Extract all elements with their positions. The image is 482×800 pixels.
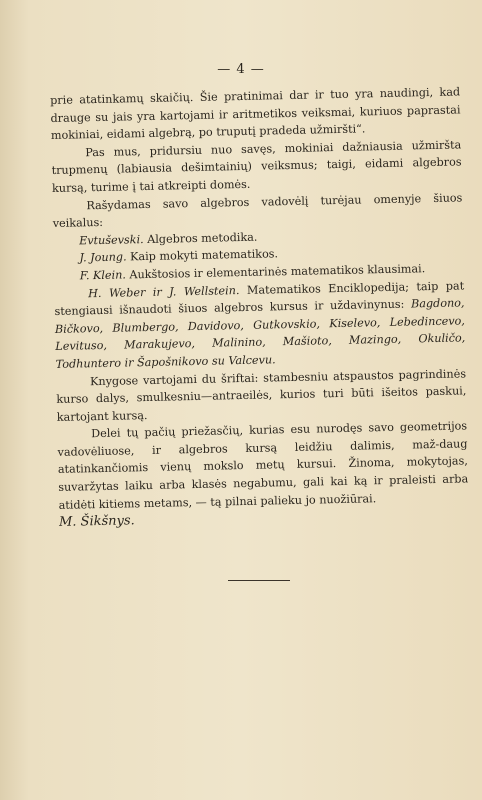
paragraph: Pas mus, pridursiu nuo savęs, mokiniai dažniausia užmiršta trupmenų (labiausia dešimtainių) veiksmus; taigi, eidami algebros kursą, turime į tai atkreipti domės. — [51, 138, 462, 195]
bibliography-title: Aukštosios ir elementarinės matematikos klausimai. — [129, 262, 426, 282]
paragraph: Rašydamas savo algebros vadovėlį turėjau omenyje šiuos veikalus: — [52, 190, 463, 231]
author-list: Bagdono, Bičkovo, Blumbergo, Davidovo, Gutkovskio, Kiselevo, Lebedincevo, Levituso, Marakujevo, Malinino, Mašioto, Mazingo, Okuličo, Todhuntero ir Šapošnikovo su Valcevu. — [54, 296, 466, 371]
bibliography-title: Algebros metodika. — [147, 230, 258, 246]
page-number: — 4 — — [217, 62, 265, 77]
paragraph: prie atatinkamų skaičių. Šie pratinimai dar ir tuo yra naudingi, kad drauge su jais yra kartojami ir aritmetikos veiksmai, kuriuos paprastai mokiniai, eidami algebrą, po truputį pradeda užmiršti“. — [50, 85, 461, 143]
paragraph: Knygose vartojami du šriftai: stambesniu atspaustos pagrindinės kurso dalys, smulkesniu—antraeilės, kurios turi būti išeitos paskui, kartojant kursą. — [56, 366, 467, 424]
divider-rule — [228, 580, 290, 581]
paragraph — [54, 277, 466, 374]
bibliography-title: Kaip mokyti matematikos. — [129, 247, 279, 264]
body-text — [50, 83, 469, 531]
paragraph-text: Matematikos Enciklopedija; taip pat stengiausi išnaudoti šiuos algebros kursus ir uždavinynus: — [54, 278, 465, 319]
bibliography-author: F. Klein. — [79, 268, 127, 283]
signature: M. Šikšnys. — [58, 513, 135, 531]
bibliography-author: Evtuševski. — [78, 232, 144, 248]
bibliography-author: J. Joung. — [79, 250, 127, 265]
bibliography-author: H. Weber ir J. Wellstein. — [88, 283, 240, 300]
paragraph: Delei tų pačių priežasčių, kurias esu nurodęs savo geometrijos vadovėliuose, ir algebros kursą leidžiu dalimis, maž-daug atatinkančiomis vienų mokslo metų kursui. Žinoma, mokytojas, suvaržytas laiku arba klasės negabumu, gali kai ką ir praleisti arba atidėti kitiems metams, — tą pilnai palieku jo nuožiūrai. — [57, 419, 469, 512]
bibliography-list — [53, 224, 464, 285]
